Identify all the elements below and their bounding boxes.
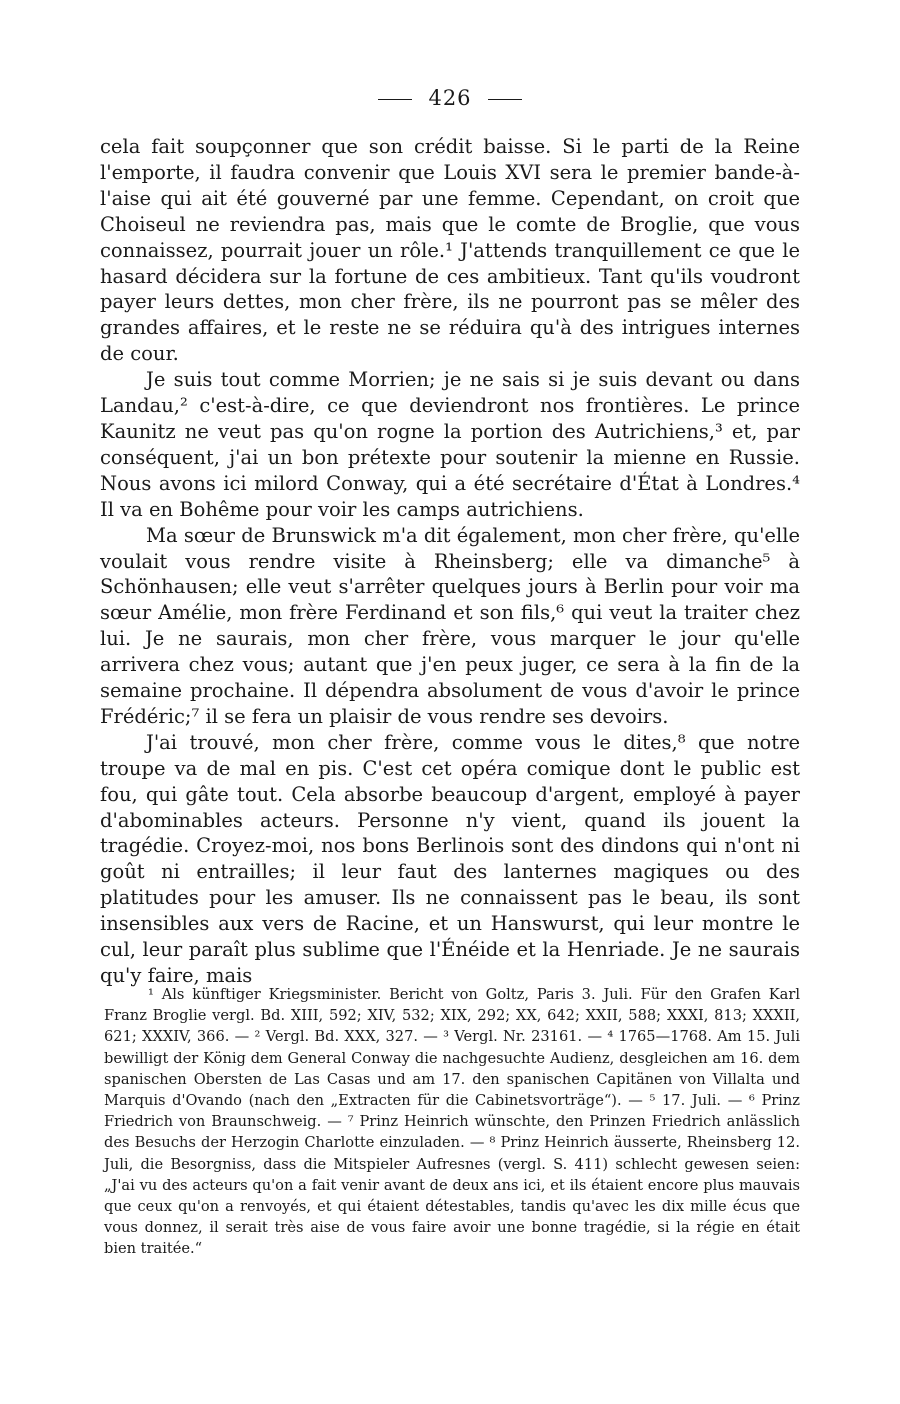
page-number: 426 bbox=[428, 86, 472, 110]
paragraph-4: J'ai trouvé, mon cher frère, comme vous le dites,⁸ que notre troupe va de mal en pis. C'est cet opéra comique dont le public est fou, qui gâte tout. Cela absorbe beaucoup d'argent, employé à payer d'abominables acteurs. Personne n'y vient, quand ils jouent la tragédie. Croyez-moi, nos bons Berlinois sont des dindons qui n'ont ni goût ni entrailles; il leur faut des lanternes magiques ou des platitudes pour les amuser. Ils ne connaissent pas le beau, ils sont insensibles aux vers de Racine, et un Hanswurst, qui leur montre le cul, leur paraît plus sublime que l'Énéide et la Henriade. Je ne saurais qu'y faire, mais bbox=[100, 730, 800, 987]
footnotes bbox=[104, 984, 800, 1260]
page-header bbox=[0, 86, 900, 110]
paragraph-3: Ma sœur de Brunswick m'a dit également, mon cher frère, qu'elle voulait vous rendre visite à Rheinsberg; elle va dimanche⁵ à Schönhausen; elle veut s'arrêter quelques jours à Berlin pour voir ma sœur Amélie, mon frère Ferdinand et son fils,⁶ qui veut la traiter chez lui. Je ne saurais, mon cher frère, vous marquer le jour qu'elle arrivera chez vous; autant que j'en peux juger, ce sera à la fin de la semaine prochaine. Il dépendra absolument de vous d'avoir le prince Frédéric;⁷ il se fera un plaisir de vous rendre ses devoirs. bbox=[100, 523, 800, 728]
paragraph-1: cela fait soupçonner que son crédit baisse. Si le parti de la Reine l'emporte, il faudra convenir que Louis XVI sera le premier bande-à-l'aise qui ait été gouverné par une femme. Cependant, on croit que Choiseul ne reviendra pas, mais que le comte de Broglie, que vous connaissez, pourrait jouer un rôle.¹ J'attends tranquillement ce que le hasard décidera sur la fortune de ces ambitieux. Tant qu'ils voudront payer leurs dettes, mon cher frère, ils ne pourront pas se mêler des grandes affaires, et le reste ne se réduira qu'à des intrigues internes de cour. bbox=[100, 135, 800, 366]
header-rule-left bbox=[378, 99, 412, 100]
paragraph-2: Je suis tout comme Morrien; je ne sais si je suis devant ou dans Landau,² c'est-à-dire, ce que deviendront nos frontières. Le prince Kaunitz ne veut pas qu'on rogne la portion des Autrichiens,³ et, par conséquent, j'ai un bon prétexte pour soutenir la mienne en Russie. Nous avons ici milord Conway, qui a été secrétaire d'État à Londres.⁴ Il va en Bohême pour voir les camps autrichiens. bbox=[100, 368, 800, 521]
body-text bbox=[100, 134, 800, 989]
footnote-text: ¹ Als künftiger Kriegsminister. Bericht von Goltz, Paris 3. Juli. Für den Grafen Karl Franz Broglie vergl. Bd. XIII, 592; XIV, 532; XIX, 292; XX, 642; XXII, 588; XXXI, 813; XXXII, 621; XXXIV, 366. — ² Vergl. Bd. XXX, 327. — ³ Vergl. Nr. 23161. — ⁴ 1765—1768. Am 15. Juli bewilligt der König dem General Conway die nachgesuchte Audienz, desgleichen am 16. dem spanischen Obersten de Las Casas und am 17. den spanischen Capitänen von Villalta und Marquis d'Ovando (nach den „Extracten für die Cabinetsvorträge“). — ⁵ 17. Juli. — ⁶ Prinz Friedrich von Braunschweig. — ⁷ Prinz Heinrich wünschte, den Prinzen Friedrich anlässlich des Besuchs der Herzogin Charlotte einzuladen. — ⁸ Prinz Heinrich äusserte, Rheinsberg 12. Juli, die Besorgniss, dass die Mitspieler Aufresnes (vergl. S. 411) schlecht gewesen seien: „J'ai vu des acteurs qu'on a fait venir avant de deux ans ici, et ils étaient encore plus mauvais que ceux qu'on a renvoyés, et qui étaient détestables, tandis qu'avec les dix mille écus que vous donnez, il serait très aise de vous faire avoir une bonne tragédie, si la régie en était bien traitée.“ bbox=[104, 986, 800, 1258]
header-rule-right bbox=[488, 99, 522, 100]
